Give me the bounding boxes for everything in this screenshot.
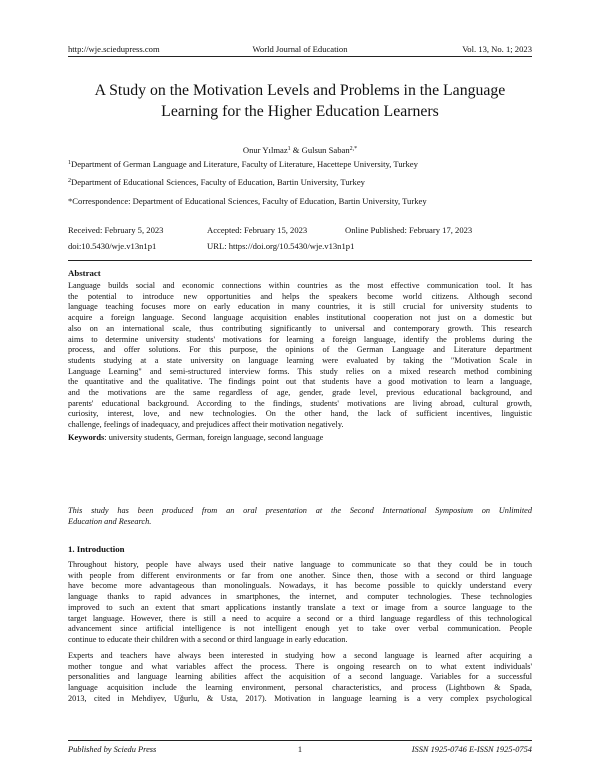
keywords-label: Keywords xyxy=(68,433,105,442)
introduction-paragraph-2 xyxy=(68,651,532,705)
text-line: the potential to introduce new opportunities and helps the speakers become world citizens. Although second xyxy=(68,291,532,301)
author-1: Onur Yılmaz xyxy=(242,145,288,155)
text-line: process, and offer solutions. For this purpose, the opinions of the German Language and Literature department xyxy=(68,345,532,355)
text-line: language thanks to rapid advances in smartphones, the internet, and computer technologies. These technologies xyxy=(68,592,532,602)
page-number: 1 xyxy=(297,745,303,754)
text-line: Experts and teachers have always been interested in studying how a second language is learned after acquiring a xyxy=(68,651,532,660)
author-2: Gulsun Saban xyxy=(301,145,350,155)
keywords-text: : university students, German, foreign language, second language xyxy=(104,433,324,442)
doi-url[interactable]: URL: https://doi.org/10.5430/wje.v13n1p1 xyxy=(207,241,355,251)
note-line-2: Education and Research. xyxy=(68,517,152,526)
affiliation-2-sup: 2 xyxy=(68,178,71,184)
correspondence xyxy=(68,196,540,206)
text-line: target language. However, there is still a need to acquire a second or a third language regardless of this technological xyxy=(68,613,532,623)
abstract-heading: Abstract xyxy=(68,268,101,278)
text-line: improved to such an extent that smart applications instantly translate a text or image from a source language to the xyxy=(68,602,532,612)
text-line: 2013, cited in Mehdiyev, Uğurlu, & Usta, 2017). Motivation in language learning is a very complex psychological xyxy=(68,693,532,703)
title-line-1: A Study on the Motivation Levels and Problems in the Language xyxy=(94,82,506,99)
presentation-note xyxy=(68,505,532,527)
author-separator: & xyxy=(290,145,302,155)
text-line: and the motivations are the same regardless of age, gender, grade level, previous educational background, and xyxy=(68,388,532,398)
text-line: with people from different environments or far from one another. Since then, those with a second or third language xyxy=(68,570,532,580)
affiliation-2 xyxy=(68,177,540,187)
text-line: challenge, feelings of inadequacy, and prejudices affect their motivation negatively. xyxy=(68,420,344,430)
header-rule xyxy=(68,56,532,57)
header-url[interactable]: http://wje.sciedupress.com xyxy=(68,44,160,54)
published-date: Online Published: February 17, 2023 xyxy=(345,225,473,235)
text-line: have become more advantageous than monolinguals. Nowadays, it has become possible to quickly understand every xyxy=(68,581,532,591)
affiliation-1 xyxy=(68,159,540,169)
text-line: language teaching focuses more on early education in many countries, it is still crucial for university students to xyxy=(68,302,532,312)
keywords xyxy=(68,433,532,442)
text-line: Language builds social and economic connections within countries as the most effective communication tool. It has xyxy=(68,281,532,290)
received-date: Received: February 5, 2023 xyxy=(68,225,164,235)
text-line: aims to determine university students' motivations for learning a foreign language, identify the problems during the xyxy=(68,334,532,344)
header-volume: Vol. 13, No. 1; 2023 xyxy=(462,44,532,54)
text-line: continue to educate their children with a second or third language in early education. xyxy=(68,634,348,644)
text-line: parents' educational background. According to the findings, students' motivations are living abroad, cultural growth, xyxy=(68,398,532,408)
text-line: personalities and language learning abilities affect the acquisition of a second language. Variables for a successful xyxy=(68,672,532,682)
text-line: the quantitative and the qualitative. The findings point out that students have a good motivation to learn a language, xyxy=(68,377,532,387)
affiliation-2-text: Department of Educational Sciences, Faculty of Education, Bartin University, Turkey xyxy=(71,177,365,187)
text-line: Language Learning" and semi-structured interview forms. This study relies on a mixed research method combining xyxy=(68,366,532,376)
meta-rule xyxy=(68,260,532,261)
authors xyxy=(68,145,532,155)
footer-rule xyxy=(68,740,532,741)
abstract-body xyxy=(68,281,532,431)
correspondence-mark: * xyxy=(68,196,73,206)
introduction-heading: 1. Introduction xyxy=(68,544,125,554)
doi[interactable]: doi:10.5430/wje.v13n1p1 xyxy=(68,241,157,251)
paper-title xyxy=(68,80,532,122)
accepted-date: Accepted: February 15, 2023 xyxy=(207,225,308,235)
footer-publisher: Published by Sciedu Press xyxy=(68,745,157,754)
note-line-1: This study has been produced from an oral presentation at the Second International Symposium on Unlimited xyxy=(68,506,532,515)
affiliation-1-text: Department of German Language and Literature, Faculty of Literature, Hacettepe University, Turkey xyxy=(71,159,418,169)
footer-issn: ISSN 1925-0746 E-ISSN 1925-0754 xyxy=(411,745,532,754)
text-line: mother tongue and what variables affect the process. There is ongoing research on to what extent individuals' xyxy=(68,661,532,671)
title-line-2: Learning for the Higher Education Learners xyxy=(161,103,439,120)
correspondence-text: Correspondence: Department of Educational Sciences, Faculty of Education, Bartin University, Turkey xyxy=(72,196,427,206)
author-1-sup: 1 xyxy=(287,146,291,152)
text-line: also on an international scale, thus contributing significantly to universal and contemporary growth. This research xyxy=(68,323,532,333)
text-line: students studying at a state university on language learning were evaluated by taking the "Motivation Scale in xyxy=(68,355,532,365)
header-journal: World Journal of Education xyxy=(252,44,348,54)
affiliation-1-sup: 1 xyxy=(68,160,71,166)
text-line: acquire a foreign language. Second language acquisition enables institutional cooperation not just on a domestic but xyxy=(68,313,532,323)
introduction-paragraph-1 xyxy=(68,560,532,646)
author-2-sup: 2,* xyxy=(349,146,358,152)
text-line: advancement since artificial intelligence is not intelligent enough yet to take over verbal communication. People xyxy=(68,624,532,634)
text-line: curiosity, interest, love, and new technologies. On the other hand, the lack of sufficient incentives, linguistic xyxy=(68,409,532,419)
text-line: language acquisition include the learning environment, personal characteristics, and process (Lightbown & Spada, xyxy=(68,683,532,693)
text-line: Throughout history, people have always used their native language to communicate so that they could be in touch xyxy=(68,560,532,569)
